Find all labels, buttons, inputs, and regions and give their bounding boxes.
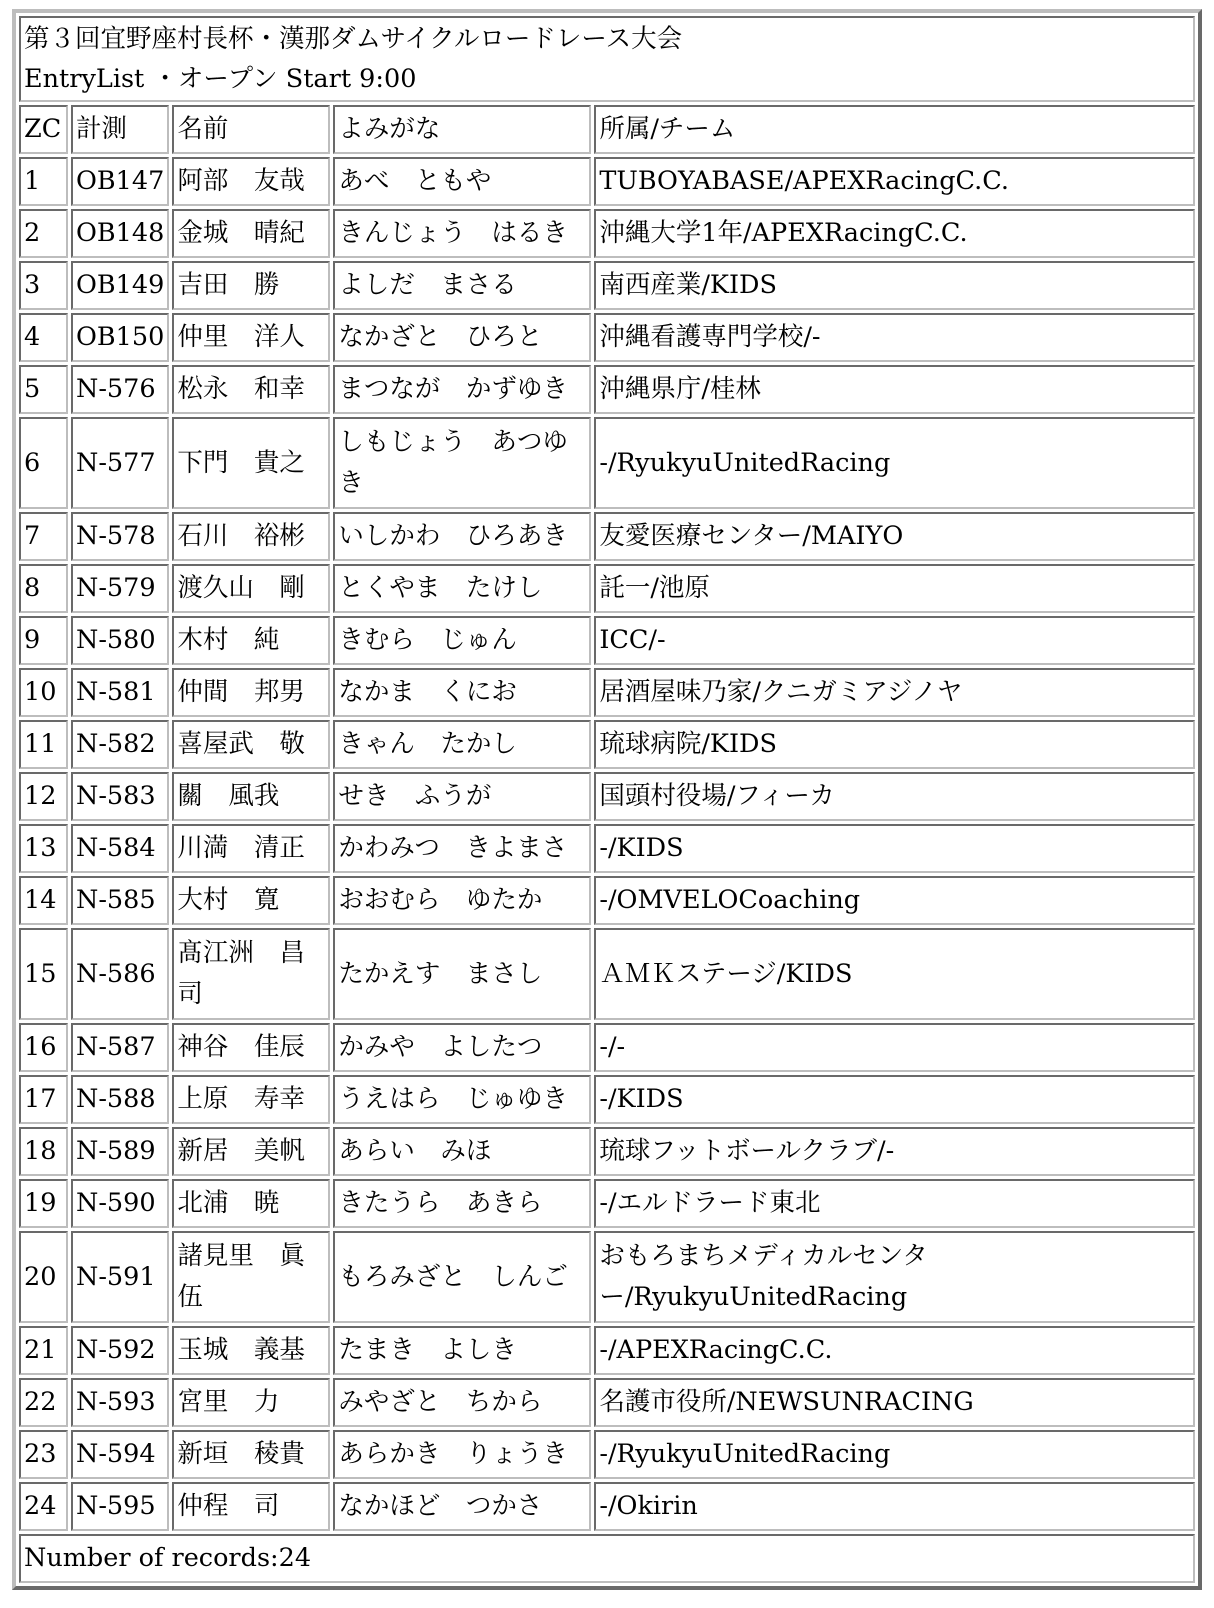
cell-zc: 7 <box>19 512 68 561</box>
cell-timing: N-590 <box>71 1179 169 1228</box>
cell-name: 大村 寛 <box>172 876 330 925</box>
table-row <box>19 772 1195 821</box>
cell-reading: みやざと ちから <box>333 1378 591 1427</box>
cell-timing: N-581 <box>71 668 169 717</box>
cell-timing: N-577 <box>71 417 169 509</box>
cell-team: 沖縄看護専門学校/- <box>594 313 1195 362</box>
cell-team: -/APEXRacingC.C. <box>594 1326 1195 1375</box>
table-row <box>19 928 1195 1020</box>
cell-zc: 22 <box>19 1378 68 1427</box>
cell-timing: N-588 <box>71 1075 169 1124</box>
table-row <box>19 365 1195 414</box>
cell-name: 宮里 力 <box>172 1378 330 1427</box>
cell-zc: 6 <box>19 417 68 509</box>
cell-team: ICC/- <box>594 616 1195 665</box>
cell-name: 川満 清正 <box>172 824 330 873</box>
cell-reading: あらかき りょうき <box>333 1430 591 1479</box>
cell-timing: N-584 <box>71 824 169 873</box>
cell-reading: まつなが かずゆき <box>333 365 591 414</box>
cell-timing: N-576 <box>71 365 169 414</box>
cell-zc: 9 <box>19 616 68 665</box>
cell-zc: 4 <box>19 313 68 362</box>
table-row <box>19 1326 1195 1375</box>
cell-name: 吉田 勝 <box>172 261 330 310</box>
cell-team: -/RyukyuUnitedRacing <box>594 1430 1195 1479</box>
cell-zc: 10 <box>19 668 68 717</box>
table-row <box>19 512 1195 561</box>
table-row <box>19 261 1195 310</box>
cell-team: -/Okirin <box>594 1482 1195 1531</box>
cell-zc: 24 <box>19 1482 68 1531</box>
cell-zc: 20 <box>19 1231 68 1323</box>
title-cell <box>19 16 1195 102</box>
cell-zc: 16 <box>19 1023 68 1072</box>
cell-reading: あらい みほ <box>333 1127 591 1176</box>
cell-team: 琉球病院/KIDS <box>594 720 1195 769</box>
cell-name: 仲間 邦男 <box>172 668 330 717</box>
cell-timing: OB149 <box>71 261 169 310</box>
cell-team: 南西産業/KIDS <box>594 261 1195 310</box>
cell-timing: N-595 <box>71 1482 169 1531</box>
cell-timing: N-580 <box>71 616 169 665</box>
cell-team: おもろまちメディカルセンター/RyukyuUnitedRacing <box>594 1231 1195 1323</box>
cell-timing: OB150 <box>71 313 169 362</box>
cell-timing: N-578 <box>71 512 169 561</box>
cell-team: 居酒屋味乃家/クニガミアジノヤ <box>594 668 1195 717</box>
cell-team: 友愛医療センター/MAIYO <box>594 512 1195 561</box>
cell-reading: あべ ともや <box>333 157 591 206</box>
table-row <box>19 1482 1195 1531</box>
cell-name: 渡久山 剛 <box>172 564 330 613</box>
event-title: 第３回宜野座村長杯・漢那ダムサイクルロードレース大会 <box>24 24 683 54</box>
cell-timing: N-579 <box>71 564 169 613</box>
cell-reading: なかま くにお <box>333 668 591 717</box>
cell-team: 名護市役所/NEWSUNRACING <box>594 1378 1195 1427</box>
footer-row <box>19 1534 1195 1583</box>
cell-reading: うえはら じゅゆき <box>333 1075 591 1124</box>
table-row <box>19 417 1195 509</box>
cell-name: 北浦 暁 <box>172 1179 330 1228</box>
cell-team: 沖縄県庁/桂林 <box>594 365 1195 414</box>
table-row <box>19 564 1195 613</box>
entry-list-table <box>12 9 1202 1590</box>
cell-team: -/OMVELOCoaching <box>594 876 1195 925</box>
cell-name: 石川 裕彬 <box>172 512 330 561</box>
cell-name: 松永 和幸 <box>172 365 330 414</box>
cell-name: 木村 純 <box>172 616 330 665</box>
cell-timing: N-591 <box>71 1231 169 1323</box>
cell-team: -/KIDS <box>594 1075 1195 1124</box>
cell-reading: せき ふうが <box>333 772 591 821</box>
header-team: 所属/チーム <box>594 105 1195 154</box>
cell-reading: なかほど つかさ <box>333 1482 591 1531</box>
cell-team: -/RyukyuUnitedRacing <box>594 417 1195 509</box>
cell-team: -/- <box>594 1023 1195 1072</box>
cell-zc: 12 <box>19 772 68 821</box>
cell-team: 国頭村役場/フィーカ <box>594 772 1195 821</box>
table-row <box>19 1430 1195 1479</box>
cell-name: 仲程 司 <box>172 1482 330 1531</box>
table-row <box>19 1127 1195 1176</box>
table-row <box>19 313 1195 362</box>
cell-timing: N-592 <box>71 1326 169 1375</box>
cell-zc: 5 <box>19 365 68 414</box>
cell-zc: 8 <box>19 564 68 613</box>
table-row <box>19 209 1195 258</box>
table-row <box>19 1023 1195 1072</box>
cell-zc: 23 <box>19 1430 68 1479</box>
cell-team: -/KIDS <box>594 824 1195 873</box>
table-row <box>19 1075 1195 1124</box>
cell-timing: N-587 <box>71 1023 169 1072</box>
cell-timing: OB148 <box>71 209 169 258</box>
cell-zc: 3 <box>19 261 68 310</box>
cell-zc: 11 <box>19 720 68 769</box>
cell-zc: 19 <box>19 1179 68 1228</box>
cell-reading: よしだ まさる <box>333 261 591 310</box>
cell-timing: N-585 <box>71 876 169 925</box>
cell-team: TUBOYABASE/APEXRacingC.C. <box>594 157 1195 206</box>
cell-zc: 21 <box>19 1326 68 1375</box>
table-row <box>19 720 1195 769</box>
cell-reading: いしかわ ひろあき <box>333 512 591 561</box>
table-row <box>19 824 1195 873</box>
cell-team: 琉球フットボールクラブ/- <box>594 1127 1195 1176</box>
cell-name: 玉城 義基 <box>172 1326 330 1375</box>
cell-timing: N-582 <box>71 720 169 769</box>
table-row <box>19 616 1195 665</box>
cell-timing: N-593 <box>71 1378 169 1427</box>
cell-name: 神谷 佳辰 <box>172 1023 330 1072</box>
cell-timing: N-586 <box>71 928 169 1020</box>
cell-reading: たまき よしき <box>333 1326 591 1375</box>
header-zc: ZC <box>19 105 68 154</box>
cell-name: 仲里 洋人 <box>172 313 330 362</box>
cell-reading: かわみつ きよまさ <box>333 824 591 873</box>
cell-reading: しもじょう あつゆき <box>333 417 591 509</box>
table-row <box>19 157 1195 206</box>
cell-name: 新垣 稜貴 <box>172 1430 330 1479</box>
cell-reading: とくやま たけし <box>333 564 591 613</box>
cell-team: 託一/池原 <box>594 564 1195 613</box>
cell-name: 關 風我 <box>172 772 330 821</box>
cell-name: 髙江洲 昌司 <box>172 928 330 1020</box>
cell-name: 阿部 友哉 <box>172 157 330 206</box>
cell-name: 金城 晴紀 <box>172 209 330 258</box>
cell-zc: 1 <box>19 157 68 206</box>
cell-zc: 18 <box>19 1127 68 1176</box>
cell-reading: たかえす まさし <box>333 928 591 1020</box>
table-row <box>19 1179 1195 1228</box>
table-row <box>19 876 1195 925</box>
cell-reading: きたうら あきら <box>333 1179 591 1228</box>
cell-zc: 17 <box>19 1075 68 1124</box>
table-row <box>19 668 1195 717</box>
cell-reading: かみや よしたつ <box>333 1023 591 1072</box>
header-reading: よみがな <box>333 105 591 154</box>
cell-team: ＡＭＫステージ/KIDS <box>594 928 1195 1020</box>
cell-reading: おおむら ゆたか <box>333 876 591 925</box>
cell-zc: 15 <box>19 928 68 1020</box>
cell-team: 沖縄大学1年/APEXRacingC.C. <box>594 209 1195 258</box>
cell-timing: N-594 <box>71 1430 169 1479</box>
table-row <box>19 1378 1195 1427</box>
cell-name: 下門 貴之 <box>172 417 330 509</box>
cell-reading: きゃん たかし <box>333 720 591 769</box>
header-row <box>19 105 1195 154</box>
cell-reading: きんじょう はるき <box>333 209 591 258</box>
cell-reading: なかざと ひろと <box>333 313 591 362</box>
cell-zc: 14 <box>19 876 68 925</box>
event-subtitle: EntryList ・オープン Start 9:00 <box>24 64 417 94</box>
cell-timing: N-589 <box>71 1127 169 1176</box>
title-row <box>19 16 1195 102</box>
cell-name: 喜屋武 敬 <box>172 720 330 769</box>
header-name: 名前 <box>172 105 330 154</box>
table-row <box>19 1231 1195 1323</box>
cell-zc: 13 <box>19 824 68 873</box>
cell-name: 新居 美帆 <box>172 1127 330 1176</box>
cell-reading: もろみざと しんご <box>333 1231 591 1323</box>
cell-timing: N-583 <box>71 772 169 821</box>
header-timing: 計測 <box>71 105 169 154</box>
cell-name: 上原 寿幸 <box>172 1075 330 1124</box>
cell-team: -/エルドラード東北 <box>594 1179 1195 1228</box>
cell-timing: OB147 <box>71 157 169 206</box>
cell-name: 諸見里 眞伍 <box>172 1231 330 1323</box>
record-count: Number of records:24 <box>19 1534 1195 1583</box>
cell-zc: 2 <box>19 209 68 258</box>
cell-reading: きむら じゅん <box>333 616 591 665</box>
